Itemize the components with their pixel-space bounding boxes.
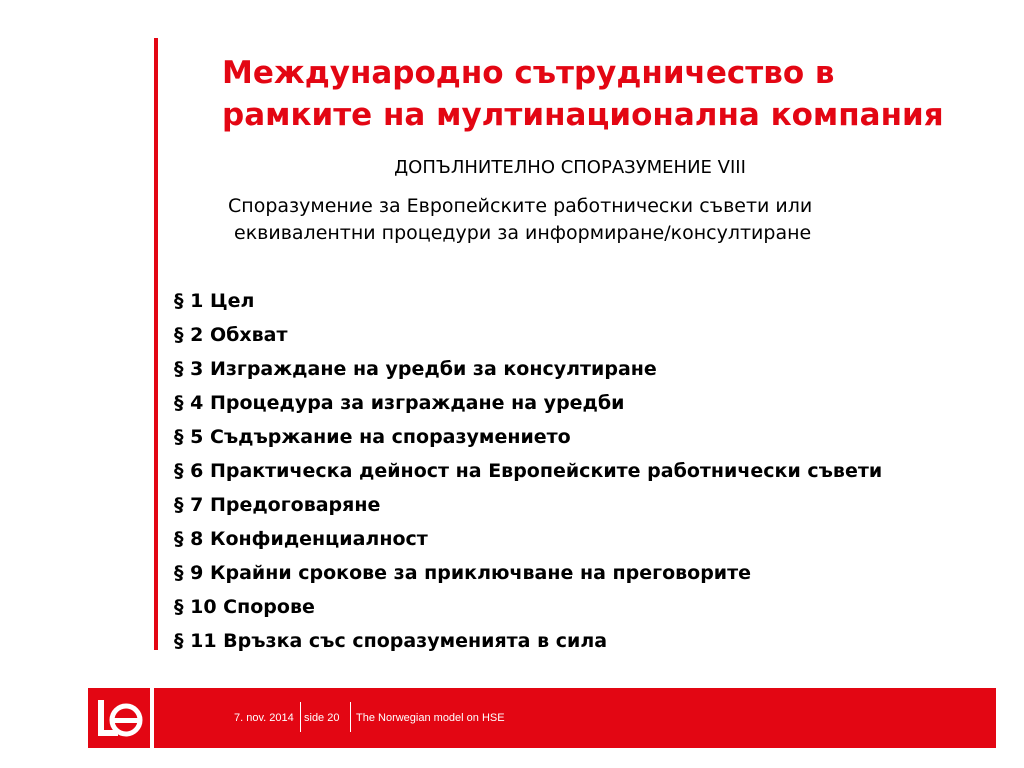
list-item: § 9 Крайни срокове за приключване на преговорите bbox=[174, 562, 752, 584]
slide-description bbox=[228, 193, 988, 247]
list-item: § 10 Спорове bbox=[174, 596, 315, 618]
accent-vertical-line bbox=[154, 38, 158, 650]
footer-bar bbox=[154, 688, 996, 748]
list-item: § 11 Връзка със споразуменията в сила bbox=[174, 630, 608, 652]
list-item: § 6 Практическа дейност на Европейските работнически съвети bbox=[174, 460, 883, 482]
list-item: § 1 Цел bbox=[174, 290, 255, 312]
footer-caption: The Norwegian model on HSE bbox=[356, 712, 505, 724]
section-list bbox=[174, 288, 994, 662]
footer-page: side 20 bbox=[304, 712, 340, 724]
list-item: § 4 Процедура за изграждане на уредби bbox=[174, 392, 625, 414]
footer-date: 7. nov. 2014 bbox=[234, 712, 294, 724]
lo-logo-icon-graphic bbox=[88, 688, 150, 748]
slide-title bbox=[222, 52, 1002, 136]
list-item: § 7 Предоговаряне bbox=[174, 494, 381, 516]
lo-logo-icon bbox=[88, 688, 150, 748]
footer-separator bbox=[350, 702, 351, 732]
description-line-1: Споразумение за Европейските работнически съвети или bbox=[228, 195, 813, 217]
list-item: § 5 Съдържание на споразумението bbox=[174, 426, 571, 448]
list-item: § 2 Обхват bbox=[174, 324, 288, 346]
footer bbox=[88, 688, 996, 748]
list-item: § 3 Изграждане на уредби за консултиране bbox=[174, 358, 657, 380]
slide-subtitle: ДОПЪЛНИТЕЛНО СПОРАЗУМЕНИЕ VIII bbox=[394, 157, 746, 178]
footer-separator bbox=[300, 702, 301, 732]
title-line-2: рамките на мултинационална компания bbox=[222, 97, 944, 133]
list-item: § 8 Конфиденциалност bbox=[174, 528, 428, 550]
title-line-1: Международно сътрудничество в bbox=[222, 55, 835, 91]
description-line-2: еквивалентни процедури за информиране/консултиране bbox=[234, 222, 812, 244]
